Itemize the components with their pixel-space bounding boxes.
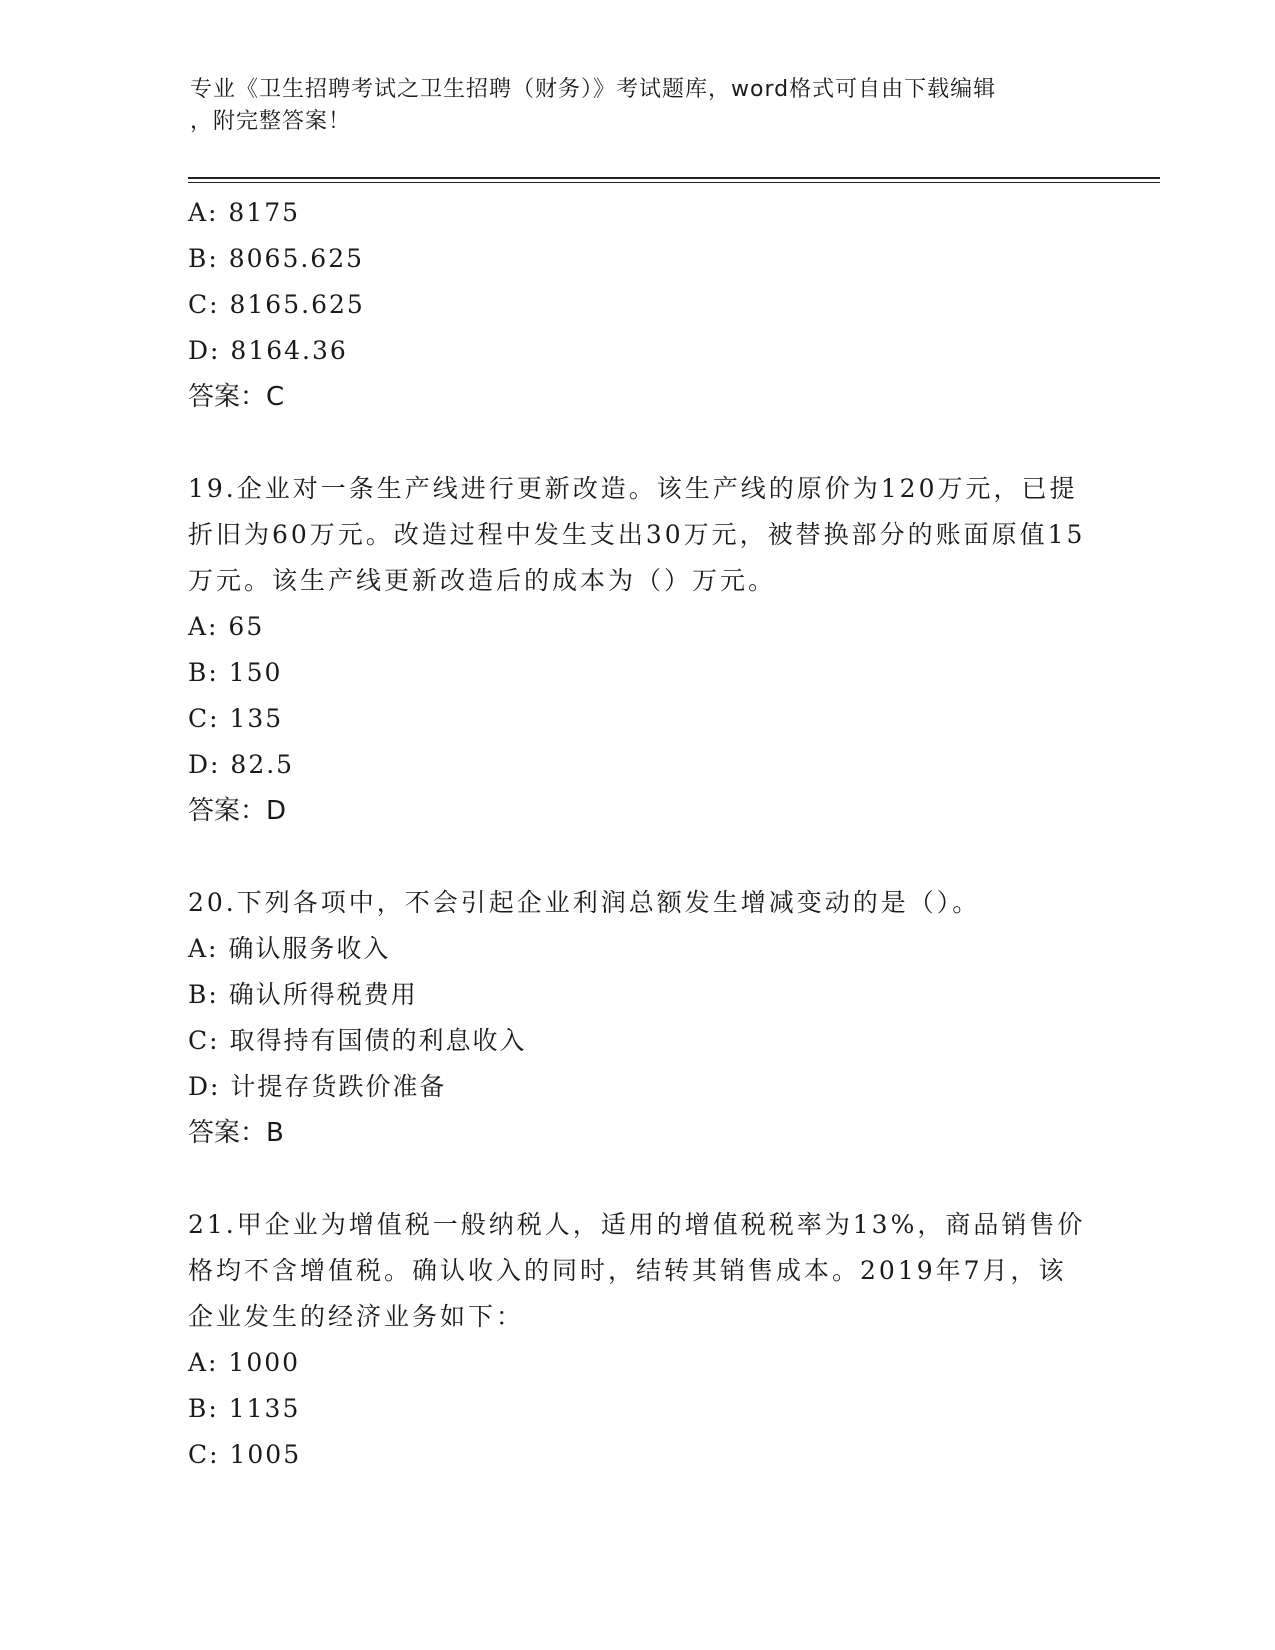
option-b: B: 1135 — [188, 1394, 301, 1423]
option-a: A: 8175 — [188, 198, 301, 227]
question-20-block — [188, 880, 1088, 1156]
option-b: B: 8065.625 — [188, 244, 365, 273]
option-c: C: 135 — [188, 704, 284, 733]
spacer — [188, 420, 1088, 466]
spacer — [188, 1156, 1088, 1202]
answer-label: 答案：D — [188, 796, 287, 826]
option-c: C: 8165.625 — [188, 290, 365, 319]
option-a: A: 确认服务收入 — [188, 934, 391, 963]
question-19-block — [188, 466, 1088, 834]
header-title-line2: ，附完整答案！ — [190, 109, 352, 134]
document-header — [190, 74, 1090, 138]
answer-label: 答案：B — [188, 1118, 284, 1148]
option-a: A: 65 — [188, 612, 265, 641]
option-d: D: 8164.36 — [188, 336, 348, 365]
option-a: A: 1000 — [188, 1348, 301, 1377]
header-divider-thick — [188, 177, 1160, 179]
question-18-block — [188, 190, 1088, 420]
option-d: D: 计提存货跌价准备 — [188, 1072, 447, 1101]
spacer — [188, 834, 1088, 880]
option-c: C: 1005 — [188, 1440, 302, 1469]
question-text: 20.下列各项中，不会引起企业利润总额发生增减变动的是（）。 — [188, 888, 981, 917]
question-content — [188, 190, 1088, 1478]
header-title-line1: 专业《卫生招聘考试之卫生招聘（财务）》考试题库，word格式可自由下载编辑 — [190, 77, 997, 102]
question-21-block — [188, 1202, 1088, 1478]
option-d: D: 82.5 — [188, 750, 295, 779]
answer-label: 答案：C — [188, 382, 285, 412]
option-b: B: 150 — [188, 658, 283, 687]
option-c: C: 取得持有国债的利息收入 — [188, 1026, 527, 1055]
question-text: 21.甲企业为增值税一般纳税人，适用的增值税税率为13%，商品销售价格均不含增值税。确认收入的同时，结转其销售成本。2019年7月，该企业发生的经济业务如下： — [188, 1210, 1086, 1331]
question-text: 19.企业对一条生产线进行更新改造。该生产线的原价为120万元，已提折旧为60万元。改造过程中发生支出30万元，被替换部分的账面原值15万元。该生产线更新改造后的成本为（）万元。 — [188, 474, 1086, 595]
header-divider-thin — [188, 182, 1160, 183]
option-b: B: 确认所得税费用 — [188, 980, 418, 1009]
